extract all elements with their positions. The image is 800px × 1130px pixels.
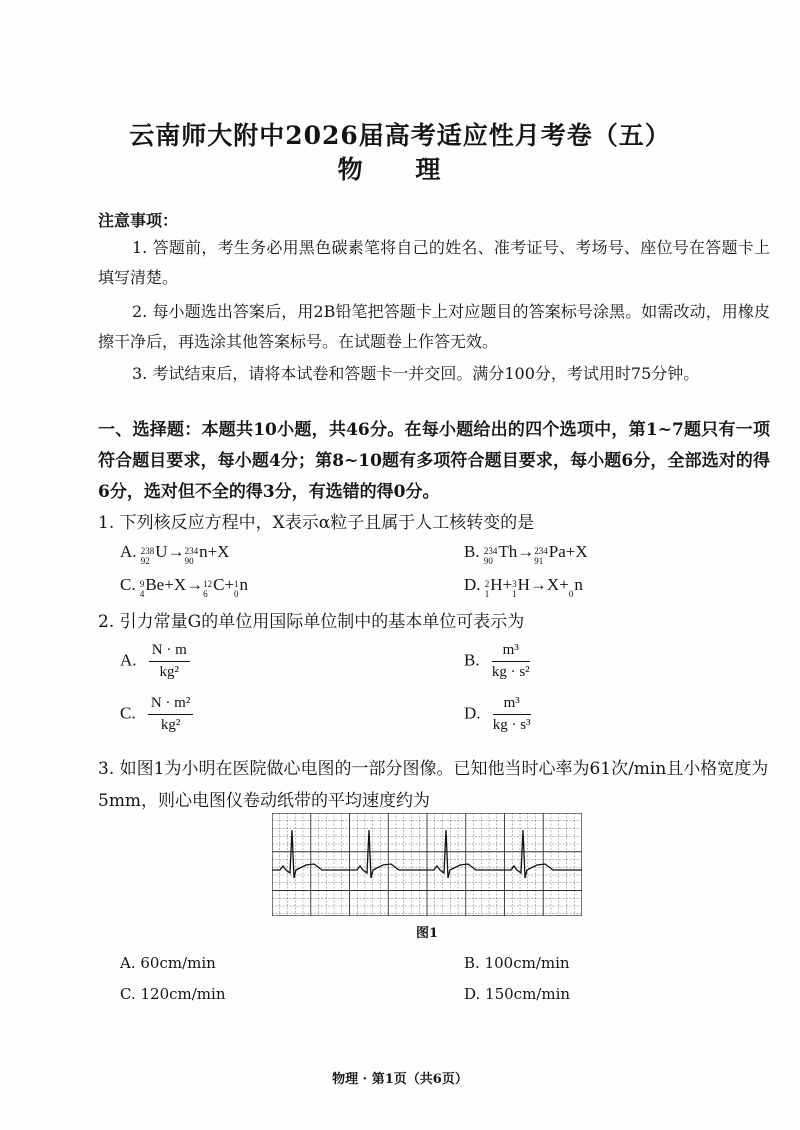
notice-heading: 注意事项：: [98, 211, 179, 230]
isotope-th: 234 90: [184, 546, 199, 566]
isotope-th: 234 90: [483, 546, 498, 566]
option-label: B.: [464, 954, 480, 972]
q3-option-c: [120, 985, 226, 1003]
section-heading: 一、选择题：本题共10小题，共46分。在每小题给出的四个选项中，第1~7题只有一项符合题目要求，每小题4分；第8~10题有多项符合题目要求，每小题6分，全部选对的得6分，选对但不全的得3分，有选错的得0分。: [98, 420, 770, 502]
option-text: 100cm/min: [484, 954, 570, 972]
notice-item-2: 2. 每小题选出答案后，用2B铅笔把答题卡上对应题目的答案标号涂黑。如需改动，用橡皮擦干净后，再选涂其他答案标号。在试题卷上作答无效。: [98, 302, 770, 351]
question-1-stem: 1. 下列核反应方程中，X表示α粒子且属于人工核转变的是: [98, 513, 535, 533]
option-label: C.: [120, 703, 136, 723]
q2-option-a: [120, 642, 190, 681]
fraction: $\frac{\text{m³}}{\text{kg · s²}}$: [491, 642, 530, 680]
question-2-stem: 2. 引力常量G的单位用国际单位制中的基本单位可表示为: [98, 612, 525, 632]
q1-option-c: C. 9 4 Be+X→ 12 6 C+ 1 0 n: [120, 575, 249, 599]
fraction: $\frac{\text{m³}}{\text{kg · s³}}$: [492, 695, 531, 733]
isotope-be: 9 4: [139, 579, 145, 599]
fraction: $\frac{\text{N · m²}}{\text{kg²}}$: [148, 695, 194, 734]
fraction: $\frac{N \cdot m}{\text{kg²}}$: [149, 642, 190, 681]
option-label: D.: [464, 985, 481, 1003]
q3-option-b: [464, 954, 570, 972]
isotope-c: 12 6: [203, 579, 213, 599]
option-label: B.: [464, 650, 480, 670]
isotope-u: 238 92: [140, 546, 155, 566]
notice-item-1: 1. 答题前，考生务必用黑色碳素笔将自己的姓名、准考证号、考场号、座位号在答题卡上填写清楚。: [98, 238, 770, 287]
option-label: D.: [464, 703, 481, 723]
subject-title: 物 理: [337, 155, 463, 184]
option-text: 120cm/min: [140, 985, 226, 1003]
isotope-h2: 2 1: [484, 579, 490, 599]
q3-option-a: [120, 954, 216, 972]
q1-option-a: A. 238 92 U→ 234 90 n+X: [120, 542, 230, 566]
option-label: D.: [464, 575, 481, 594]
option-text: 150cm/min: [485, 985, 571, 1003]
option-label: A.: [120, 542, 137, 561]
q2-option-d: [464, 695, 531, 734]
isotope-n: 1 0: [234, 579, 239, 599]
page-footer: 物理 · 第1页（共6页）: [332, 1072, 468, 1087]
isotope-h3: 3 1: [512, 579, 517, 599]
option-label: C.: [120, 985, 136, 1003]
q3-option-d: [464, 985, 570, 1003]
notice-item-3: 3. 考试结束后，请将本试卷和答题卡一并交回。满分100分，考试用时75分钟。: [132, 364, 700, 383]
option-label: A.: [120, 954, 136, 972]
q1-option-d: D. 2 1 H+ 3 1 H→X+ 0 n: [464, 575, 583, 599]
option-label: A.: [120, 650, 137, 670]
q2-option-b: [464, 642, 530, 681]
q2-option-c: [120, 695, 193, 734]
option-text: 60cm/min: [140, 954, 216, 972]
question-3-stem: 3. 如图1为小明在医院做心电图的一部分图像。已知他当时心率为61次/min且小格宽度为5mm，则心电图仪卷动纸带的平均速度约为: [98, 759, 769, 811]
q1-option-b: B. 234 90 Th→ 234 91 Pa+X: [464, 542, 588, 566]
figure-caption: 图1: [416, 926, 439, 941]
exam-title: 云南师大附中2026届高考适应性月考卷（五）: [129, 121, 671, 150]
isotope-n: 0: [568, 589, 574, 599]
option-label: C.: [120, 575, 136, 594]
ecg-figure: [272, 813, 582, 916]
isotope-pa: 234 91: [534, 546, 548, 566]
option-label: B.: [464, 542, 480, 561]
